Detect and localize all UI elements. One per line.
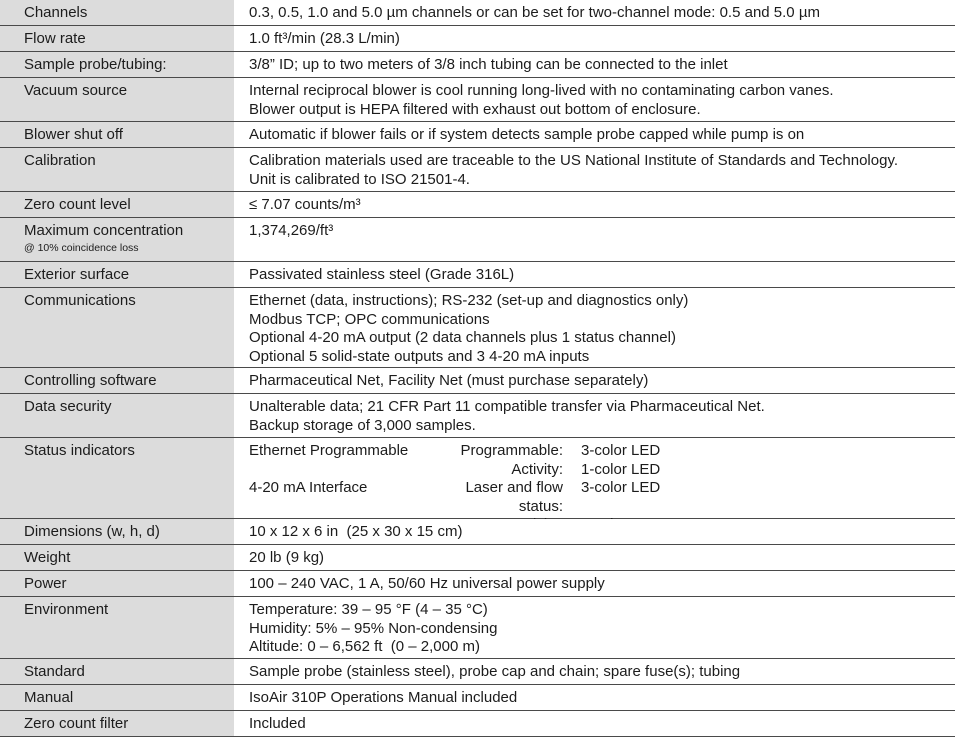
spec-value — [235, 262, 955, 287]
spec-value-line: 20 lb (9 kg) — [249, 549, 325, 566]
spec-label: Vacuum source — [0, 78, 235, 121]
spec-row-weight — [0, 545, 955, 571]
spec-label — [0, 218, 235, 261]
spec-row-standard — [0, 659, 955, 685]
spec-label: Blower shut off — [0, 122, 235, 147]
spec-value-line: Automatic if blower fails or if system detects sample probe capped while pump is on — [249, 126, 805, 143]
spec-value — [235, 545, 955, 570]
spec-label: Zero count filter — [0, 711, 235, 736]
spec-value — [235, 438, 955, 518]
spec-value-line: Ethernet (data, instructions); RS-232 (set-up and diagnostics only) — [249, 292, 689, 309]
spec-value-line: 1,374,269/ft³ — [249, 222, 334, 239]
spec-value — [235, 0, 955, 25]
status-interface — [249, 461, 429, 480]
spec-row-data-security — [0, 394, 955, 438]
spec-row-power — [0, 571, 955, 597]
spec-row-status-indicators — [0, 438, 955, 519]
spec-row-exterior-surface — [0, 262, 955, 288]
spec-label: Environment — [0, 597, 235, 658]
spec-label: Sample probe/tubing: — [0, 52, 235, 77]
spec-label: Exterior surface — [0, 262, 235, 287]
spec-label: Manual — [0, 685, 235, 710]
spec-label: Status indicators — [0, 438, 235, 518]
status-indicator-name: Activity: — [511, 460, 563, 478]
spec-value-line: IsoAir 310P Operations Manual included — [249, 689, 518, 706]
spec-row-communications — [0, 288, 955, 368]
spec-label: Data security — [0, 394, 235, 437]
spec-value-line: Blower output is HEPA filtered with exhaust out bottom of enclosure. — [249, 100, 701, 118]
spec-label: Dimensions (w, h, d) — [0, 519, 235, 544]
spec-row-manual — [0, 685, 955, 711]
status-indicator-led: 3-color LED — [581, 442, 661, 459]
spec-value — [235, 78, 955, 121]
spec-row-environment — [0, 597, 955, 659]
spec-value — [235, 122, 955, 147]
status-interface: Ethernet Programmable — [249, 442, 409, 459]
spec-value — [235, 659, 955, 684]
spec-value-line: Unit is calibrated to ISO 21501-4. — [249, 170, 470, 188]
spec-value — [235, 571, 955, 596]
spec-label-text: Maximum concentration — [24, 222, 184, 239]
spec-row-channels — [0, 0, 955, 26]
spec-value-line: Unalterable data; 21 CFR Part 11 compatible transfer via Pharmaceutical Net. — [249, 398, 765, 415]
spec-label: Zero count level — [0, 192, 235, 217]
spec-label: Weight — [0, 545, 235, 570]
spec-value — [235, 394, 955, 437]
status-indicator-led: 3-color LED — [581, 479, 661, 496]
spec-value-line: Included — [249, 715, 306, 732]
status-interface: 4-20 mA Interface — [249, 479, 368, 496]
spec-label: Calibration — [0, 148, 235, 191]
spec-row-flow-rate — [0, 26, 955, 52]
spec-row-controlling-software — [0, 368, 955, 394]
spec-value-line: 10 x 12 x 6 in (25 x 30 x 15 cm) — [249, 523, 463, 540]
spec-value-line: 0.3, 0.5, 1.0 and 5.0 µm channels or can be set for two-channel mode: 0.5 and 5.0 µm — [249, 4, 820, 21]
spec-row-dimensions — [0, 519, 955, 545]
spec-value — [235, 288, 955, 367]
spec-value — [235, 711, 955, 736]
spec-label-note: @ 10% coincidence loss — [24, 241, 139, 254]
status-indicator-led: 1-color LED — [581, 460, 661, 478]
spec-row-zero-count-level — [0, 192, 955, 218]
status-indicator-name: Programmable: — [460, 442, 563, 459]
spec-value — [235, 368, 955, 393]
spec-value-line: Optional 4-20 mA output (2 data channels plus 1 status channel) — [249, 329, 676, 346]
spec-value-line: Calibration materials used are traceable to the US National Institute of Standards and Technology. — [249, 152, 898, 169]
spec-row-calibration — [0, 148, 955, 192]
spec-value — [235, 519, 955, 544]
spec-value-line: 1.0 ft³/min (28.3 L/min) — [249, 30, 400, 47]
spec-value-line: 100 – 240 VAC, 1 A, 50/60 Hz universal power supply — [249, 575, 605, 592]
spec-value — [235, 52, 955, 77]
spec-value-line: Sample probe (stainless steel), probe cap and chain; spare fuse(s); tubing — [249, 663, 741, 680]
spec-value-line: Altitude: 0 – 6,562 ft (0 – 2,000 m) — [249, 638, 480, 655]
spec-value-line: Optional 5 solid-state outputs and 3 4-20 mA inputs — [249, 347, 590, 365]
spec-value — [235, 218, 955, 261]
spec-value-line: Passivated stainless steel (Grade 316L) — [249, 266, 515, 283]
spec-value — [235, 597, 955, 658]
spec-value-line: Backup storage of 3,000 samples. — [249, 416, 476, 434]
spec-label: Flow rate — [0, 26, 235, 51]
spec-value-line: 3/8” ID; up to two meters of 3/8 inch tubing can be connected to the inlet — [249, 56, 728, 73]
status-indicator-name: Laser and flow status: — [465, 479, 563, 515]
spec-label: Channels — [0, 0, 235, 25]
spec-row-maximum-concentration — [0, 218, 955, 262]
spec-value — [235, 148, 955, 191]
spec-value-line: Humidity: 5% – 95% Non-condensing — [249, 619, 498, 637]
spec-value — [235, 685, 955, 710]
spec-value-line: Internal reciprocal blower is cool running long-lived with no contaminating carbon vanes. — [249, 82, 834, 99]
spec-label: Communications — [0, 288, 235, 367]
spec-value-line: Temperature: 39 – 95 °F (4 – 35 °C) — [249, 601, 488, 618]
spec-value-line: Modbus TCP; OPC communications — [249, 310, 490, 328]
spec-row-blower-shut-off — [0, 122, 955, 148]
spec-label: Standard — [0, 659, 235, 684]
spec-value-line: ≤ 7.07 counts/m³ — [249, 196, 361, 213]
spec-row-zero-count-filter — [0, 711, 955, 737]
spec-value-line: Pharmaceutical Net, Facility Net (must purchase separately) — [249, 372, 649, 389]
spec-label: Power — [0, 571, 235, 596]
spec-row-sample-probe — [0, 52, 955, 78]
spec-value — [235, 192, 955, 217]
spec-label: Controlling software — [0, 368, 235, 393]
spec-value — [235, 26, 955, 51]
spec-row-vacuum-source — [0, 78, 955, 122]
